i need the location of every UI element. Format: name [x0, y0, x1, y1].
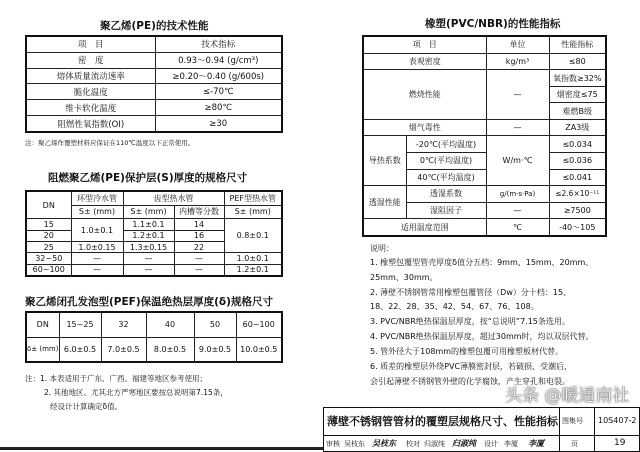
note-line: 5. 管外径大于108mm的橡塑包覆可用橡塑板材代替。	[370, 347, 564, 356]
atlas-label: 图集号	[562, 417, 583, 425]
pe-props-title: 聚乙烯(PE)的技术性能	[100, 20, 209, 32]
pef-note-3: 经设计计算确定δ值。	[50, 402, 123, 411]
note-line: 1. 橡塑包覆型管壳厚度δ值分五档：9mm、15mm、20mm、	[370, 258, 594, 267]
note-line: 25mm、30mm。	[370, 273, 438, 282]
table-row: 表观密度 kg/m³ ≤80	[363, 53, 606, 70]
atlas-number: 10S407-2	[598, 416, 637, 425]
note-line: 18、22、28、35、42、54、67、76、108。	[370, 302, 539, 311]
pef-thick-title: 聚乙烯闭孔发泡型(PEF)保温绝热层厚度(δ)规格尺寸	[25, 296, 273, 308]
pef-note-1: 注：1. 本表适用于广东、广西、福建等地区参考使用；	[25, 374, 208, 383]
bottom-border	[0, 447, 323, 450]
table-row: 适用温度范围 ℃ -40～105	[363, 219, 606, 236]
header-cell: 技术指标	[155, 36, 282, 52]
nbr-title: 橡塑(PVC/NBR)的性能指标	[425, 18, 561, 30]
table-row: 烟气毒性 — ZA3级	[363, 119, 606, 136]
table-row: 阻燃性氧指数(OI) ≥30	[26, 116, 282, 132]
table-row: 60~100 — — — 1.2±0.1	[26, 264, 282, 276]
note-line: 2. 薄壁不锈钢管常用橡塑包覆管径（Dw）分十档：15、	[370, 288, 572, 297]
pe-layer-title: 阻燃聚乙烯(PE)保护层(S)厚度的规格尺寸	[48, 172, 248, 184]
table-row: 密 度 0.93～0.94 (g/cm³)	[26, 52, 282, 68]
table-row: 维卡软化温度 ≥80℃	[26, 100, 282, 116]
note-line: 4. PVC/NBR绝热保温层厚度，超过30mm时，均以双层代替。	[370, 332, 594, 341]
note-line: 3. PVC/NBR绝热保温层厚度，按“总说明”7.15条选用。	[370, 317, 570, 326]
title-block: 薄壁不锈钢管管材的覆塑层规格尺寸、性能指标 图集号 10S407-2 审核 吴枝东 吴枝东 校对 归淑纯 归淑纯 设计 李厦 李厦 页 19	[323, 407, 640, 452]
table-row: 32~50 — — — 1.0±0.1	[26, 253, 282, 264]
signature: 归淑纯	[452, 439, 476, 448]
pe-props-table	[25, 35, 283, 133]
notes-heading: 说明：	[370, 244, 394, 253]
signature: 吴枝东	[372, 439, 396, 448]
table-row: 脆化温度 ≤-70℃	[26, 84, 282, 100]
drawing-title: 薄壁不锈钢管管材的覆塑层规格尺寸、性能指标	[327, 415, 558, 428]
header-cell: 项 目	[26, 36, 155, 52]
table-row: 导热系数 -20℃(平均温度) W/m·℃ ≤0.034	[363, 136, 606, 153]
note-line: 会引起薄壁不锈钢管外壁的化学腐蚀，产生穿孔和电裂。	[370, 377, 570, 386]
table-row: 25 1.0±0.15 1.3±0.15 22	[26, 241, 282, 252]
watermark: 头条 @暖通南社	[505, 386, 630, 406]
page-number: 19	[614, 438, 626, 448]
pe-layer-table: DN 环型冷水管 齿型热水管 PEF型热水管 S± (mm) S± (mm) 内槽等分数 S± (mm) 15 1.0±0.1 1.1±0.1 14 0.8±0.1 20 1.2±0.1 16 25 1.0±0.15 1.3±0.15 22 32~50 — — — 1.0±0.1 60~100 — — — 1.2±0.1	[25, 190, 283, 277]
page-label: 页	[571, 440, 578, 448]
signature: 李厦	[528, 439, 544, 448]
table-row: 透湿性能 透湿系数 g/(m·s·Pa) ≤2.6×10⁻¹¹	[363, 186, 606, 203]
table-row: 燃烧性能 — 氧指数≥32%	[363, 70, 606, 87]
table-row: δ± (mm) 6.0±0.5 7.0±0.5 8.0±0.5 9.0±0.5 10.0±0.5	[26, 337, 282, 362]
table-row: 15 1.0±0.1 1.1±0.1 14 0.8±0.1	[26, 219, 282, 230]
note-line: 6. 质差的橡塑层外绕PVC薄膜密封层，若破损、受潮后，	[370, 362, 573, 371]
nbr-table: 项 目 单位 性能指标 表观密度 kg/m³ ≤80 燃烧性能 — 氧指数≥32% 烟密度≤75 难燃B级 烟气毒性 — ZA3级 导热系数 -20℃(平均温度) W/m·℃ ≤0.034 0℃(平均温度) ≤0.036 40℃(平均温度) ≤0.041 透湿性能 透湿系数 g/(m·s·Pa) ≤2.6×10⁻¹¹ 湿阻因子 — ≥7500 适用温度范围 ℃ -40～105	[362, 35, 607, 237]
pef-thick-table: DN 15~25 32 40 50 60~100 δ± (mm) 6.0±0.5 7.0±0.5 8.0±0.5 9.0±0.5 10.0±0.5	[25, 311, 283, 363]
pef-note-2: 2. 其他地区、尤其北方严寒地区要按总说明第7.15条，	[44, 388, 228, 397]
pe-props-note: 注：聚乙烯作覆塑材料应保证在110℃温度以下正常使用。	[25, 139, 195, 147]
table-row: 20 1.2±0.1 16	[26, 230, 282, 241]
table-row: 熔体质量流动速率 ≥0.20～0.40 (g/600s)	[26, 68, 282, 84]
